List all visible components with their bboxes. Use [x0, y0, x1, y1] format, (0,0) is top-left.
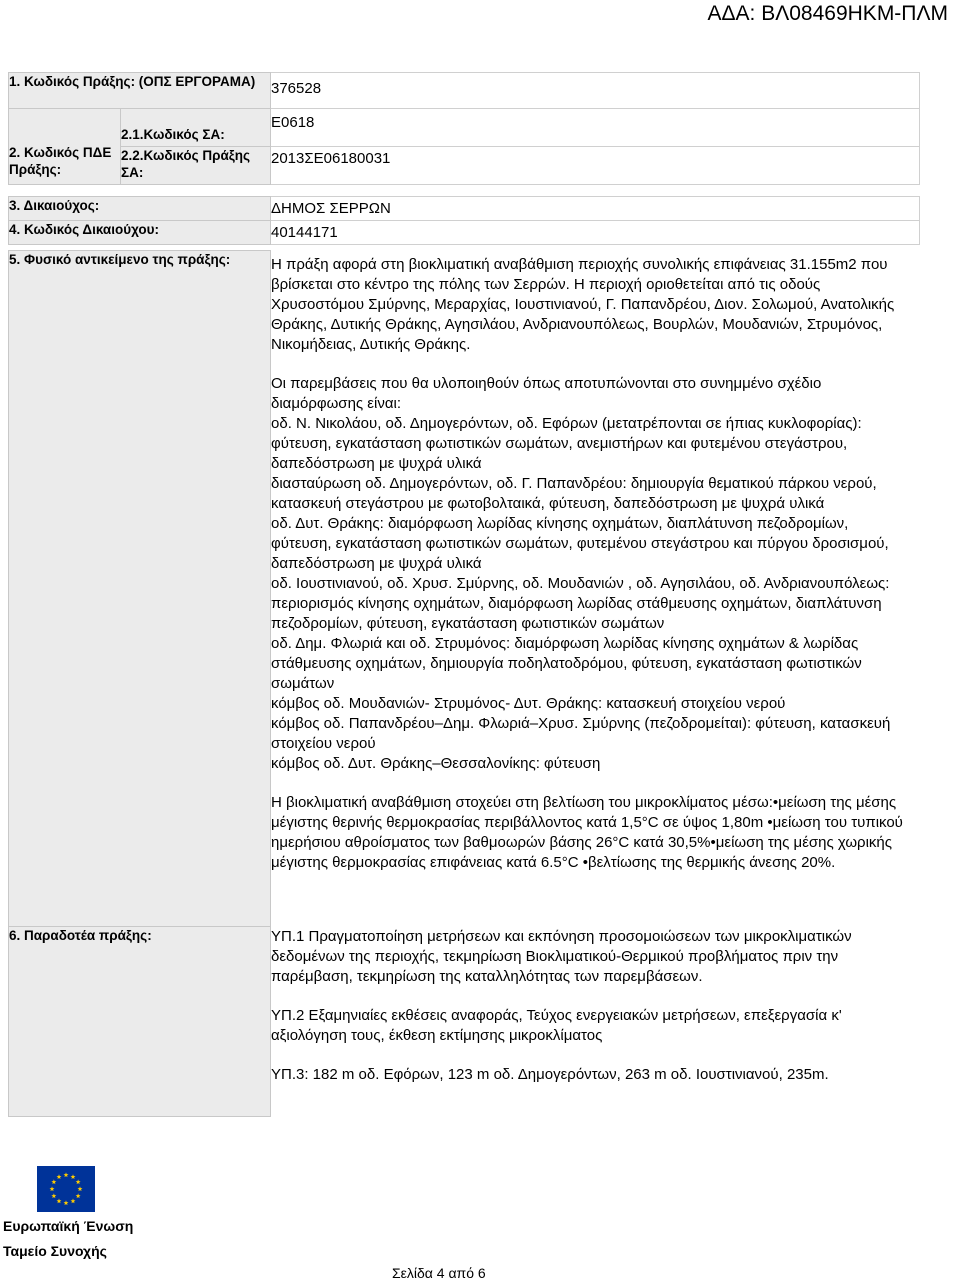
action-code-value: 376528	[271, 73, 920, 109]
eu-flag-logo	[37, 1166, 95, 1217]
physical-object-label: 5. Φυσικό αντικείμενο της πράξης:	[9, 251, 271, 927]
deliverable-paragraph: ΥΠ.1 Πραγματοποίηση μετρήσεων και εκπόνηση προσομοιώσεων των μικροκλιματικών δεδομένων της περιοχής, τεκμηρίωση Βιοκλιματικού-Θερμικού προβλήματος πριν την παρέμβαση, τεκμηρίωση της καταλληλότητας των παρεμβάσεων.	[271, 927, 852, 985]
object-paragraph: οδ. Δυτ. Θράκης: διαμόρφωση λωρίδας κίνησης οχημάτων, διαπλάτυνση πεζοδρομίων, φύτευση, εγκατάσταση φωτιστικών σωμάτων, φυτεμένου στεγάστρου και πύργου δροσισμού, δαπεδόστρωση με ψυχρά υλικά	[271, 514, 889, 572]
physical-object-text	[271, 251, 920, 927]
object-paragraph: κόμβος οδ. Παπανδρέου–Δημ. Φλωριά–Χρυσ. Σμύρνης (πεζοδρομείται): φύτευση, κατασκευή στοιχείου νερού	[271, 714, 891, 752]
sa-code-label: 2.1.Κωδικός ΣΑ:	[121, 109, 271, 147]
object-paragraph	[271, 355, 908, 374]
object-paragraph: κόμβος οδ. Δυτ. Θράκης–Θεσσαλονίκης: φύτευση	[271, 754, 601, 772]
beneficiary-label: 3. Δικαιούχος:	[9, 197, 271, 221]
deliverable-paragraph	[271, 987, 908, 1006]
deliverable-paragraph: ΥΠ.2 Εξαμηνιαίες εκθέσεις αναφοράς, Τεύχος ενεργειακών μετρήσεων, επεξεργασία κ' αξιολόγηση τους, έκθεση εκτίμησης μικροκλίματος	[271, 1006, 842, 1044]
object-paragraph: κόμβος οδ. Μουδανιών- Στρυμόνος- Δυτ. Θράκης: κατασκευή στοιχείου νερού	[271, 694, 786, 712]
eu-flag-icon	[37, 1166, 95, 1212]
beneficiary-value: ΔΗΜΟΣ ΣΕΡΡΩΝ	[271, 197, 920, 221]
sa-code-value: Ε0618	[271, 109, 920, 147]
object-paragraph: Η βιοκλιματική αναβάθμιση στοχεύει στη βελτίωση του μικροκλίματος μέσω:•μείωση της μέσης μέγιστης θερινής θερμοκρασίας περιβάλλοντος κατά 1,5°C σε ύψος 1,80m •μείωση του τυπικού ημερήσιου αθροίσματος των βαθμοωρών βάσης 26°C κατά 30,5%•μείωση της μέσης χωρικής μέγιστης θερμοκρασίας επιφάνειας κατά 6.5°C •βελτίωσης της θερμικής άνεσης 20%.	[271, 793, 903, 871]
object-paragraph: οδ. Δημ. Φλωριά και οδ. Στρυμόνος: διαμόρφωση λωρίδας κίνησης οχημάτων & λωρίδας στάθμευσης οχημάτων, δημιουργία ποδηλατοδρόμου, φύτευση, εγκατάσταση φωτιστικών σωμάτων	[271, 634, 862, 692]
action-code-label: 1. Κωδικός Πράξης: (ΟΠΣ ΕΡΓΟΡΑΜΑ)	[9, 73, 271, 109]
eu-name: Ευρωπαϊκή Ένωση	[3, 1218, 134, 1234]
ada-code: ΑΔΑ: ΒΛ08469ΗΚΜ-ΠΛΜ	[707, 2, 948, 25]
deliverable-paragraph: ΥΠ.3: 182 m οδ. Εφόρων, 123 m οδ. Δημογερόντων, 263 m οδ. Ιουστινιανού, 235m.	[271, 1065, 829, 1083]
project-details-table	[8, 72, 920, 1117]
object-paragraph: Η πράξη αφορά στη βιοκλιματική αναβάθμιση περιοχής συνολικής επιφάνειας 31.155m2 που βρίσκεται στο κέντρο της πόλης των Σερρών. Η περιοχή οριοθετείται από τις οδούς Χρυσοστόμου Σμύρνης, Μεραρχίας, Ιουστινιανού, Γ. Παπανδρέου, Διον. Σολωμού, Ανατολικής Θράκης, Δυτικής Θράκης, Αγησιλάου, Ανδριανουπόλεως, Βουρλών, Μουδανιών, Στρυμόνος, Νικομήδειας, Δυτικής Θράκης.	[271, 255, 895, 353]
object-paragraph	[271, 774, 908, 793]
sa-action-code-label: 2.2.Κωδικός Πράξης ΣΑ:	[121, 147, 271, 185]
deliverable-paragraph	[271, 1046, 908, 1065]
deliverables-text	[271, 927, 920, 1117]
cohesion-fund: Ταμείο Συνοχής	[3, 1243, 107, 1259]
page-number: Σελίδα 4 από 6	[392, 1265, 486, 1281]
sa-action-code-value: 2013ΣΕ06180031	[271, 147, 920, 185]
object-paragraph: οδ. Ιουστινιανού, οδ. Χρυσ. Σμύρνης, οδ. Μουδανιών , οδ. Αγησιλάου, οδ. Ανδριανουπόλεως: περιορισμός κίνησης οχημάτων, διαμόρφωση λωρίδας στάθμευσης οχημάτων, διαπλάτυνση πεζοδρομίων, φύτευση, εγκατάσταση φωτιστικών σωμάτων	[271, 574, 890, 632]
beneficiary-code-value: 40144171	[271, 221, 920, 245]
object-paragraph: Οι παρεμβάσεις που θα υλοποιηθούν όπως αποτυπώνονται στο συνημμένο σχέδιο διαμόρφωσης είναι:	[271, 374, 822, 412]
object-paragraph: οδ. Ν. Νικολάου, οδ. Δημογερόντων, οδ. Εφόρων (μετατρέπονται σε ήπιας κυκλοφορίας): φύτευση, εγκατάσταση φωτιστικών σωμάτων, ανεμιστήρων και φυτεμένου στεγάστρου, δαπεδόστρωση με ψυχρά υλικά	[271, 414, 862, 472]
deliverables-label: 6. Παραδοτέα πράξης:	[9, 927, 271, 1117]
beneficiary-code-label: 4. Κωδικός Δικαιούχου:	[9, 221, 271, 245]
object-paragraph: διασταύρωση οδ. Δημογερόντων, οδ. Γ. Παπανδρέου: δημιουργία θεματικού πάρκου νερού, κατασκευή στεγάστρου με φωτοβολταικά, φύτευση, δαπεδόστρωση με ψυχρά υλικά	[271, 474, 877, 512]
pde-code-label: 2. Κωδικός ΠΔΕ Πράξης:	[9, 109, 121, 185]
